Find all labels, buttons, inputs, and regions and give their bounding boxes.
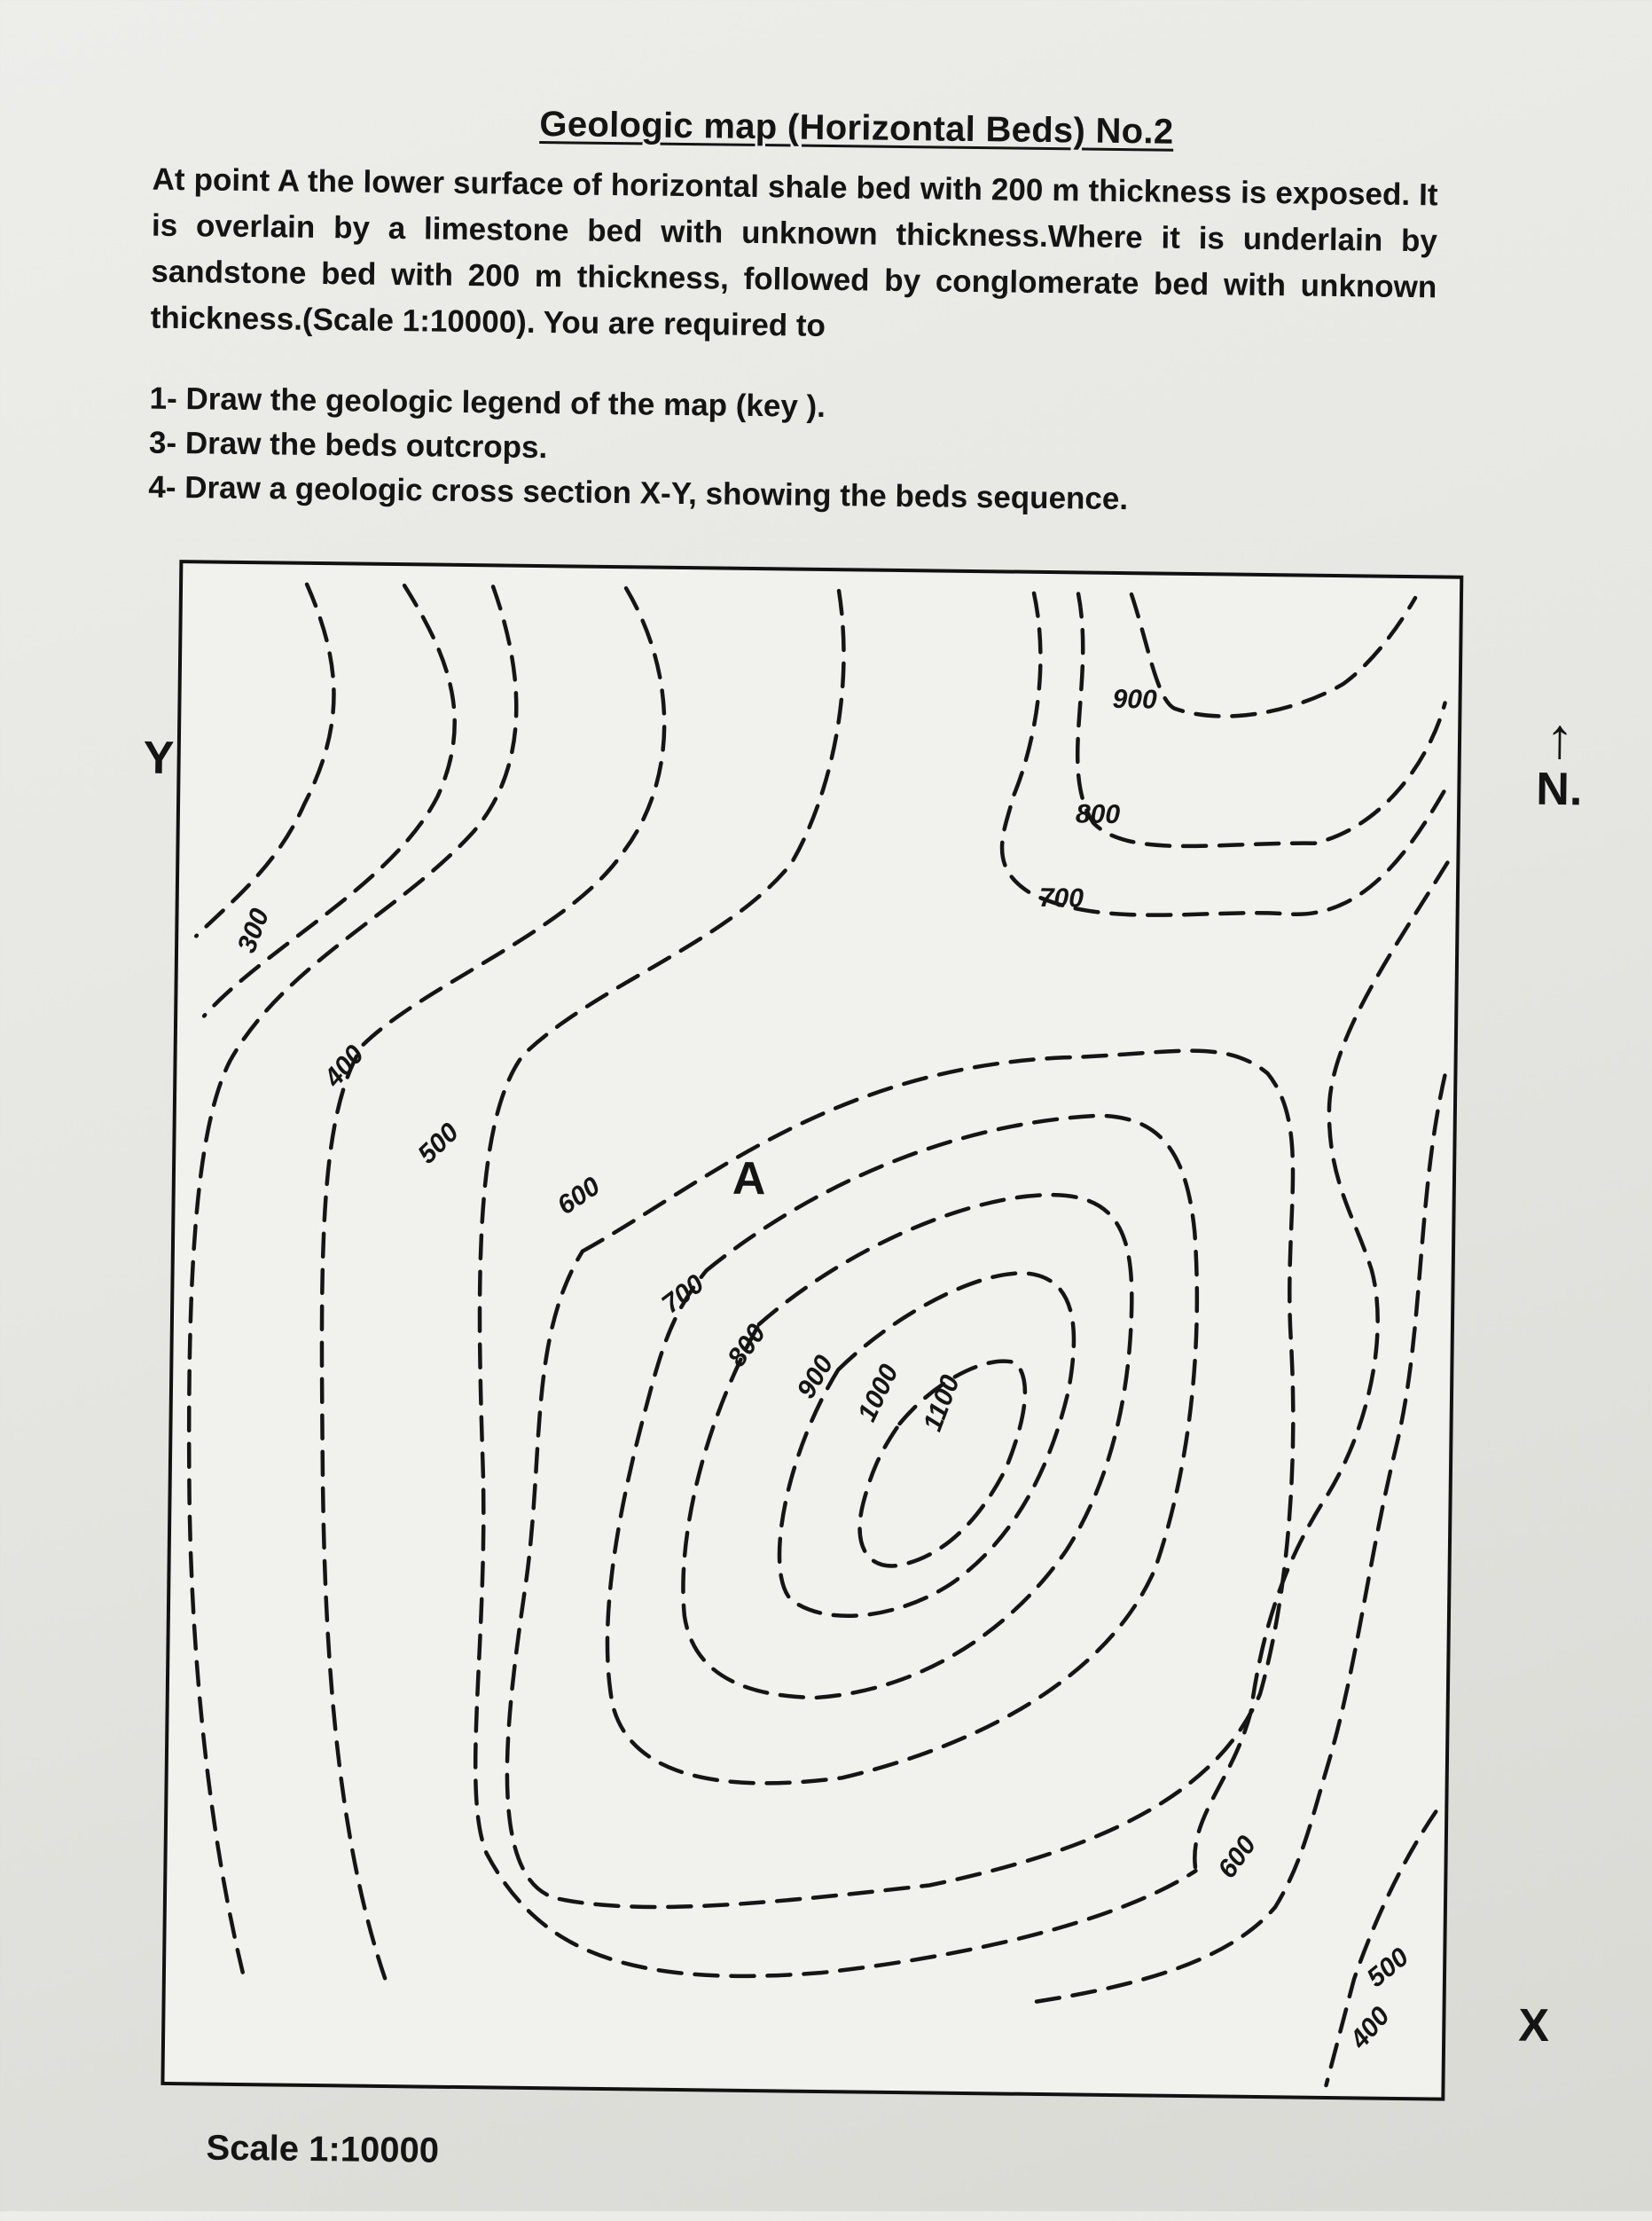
contour-label: 900 bbox=[1112, 684, 1157, 715]
task-item: 3- Draw the beds outcrops. bbox=[148, 425, 548, 466]
point-a-label: A bbox=[732, 1152, 766, 1205]
task-item: 4- Draw a geologic cross section X-Y, showing the beds sequence. bbox=[148, 469, 1129, 517]
point-y-label: Y bbox=[143, 732, 175, 785]
contour-label: 500 bbox=[1361, 1942, 1415, 1994]
contour-line-300 bbox=[196, 583, 335, 938]
contour-label: 700 bbox=[656, 1268, 710, 1320]
contour-label: 600 bbox=[552, 1171, 606, 1221]
contour-label: 400 bbox=[1344, 2001, 1396, 2055]
contour-line-700 bbox=[1001, 593, 1446, 918]
contour-label: 500 bbox=[411, 1117, 465, 1170]
contour-label: 800 bbox=[1075, 799, 1121, 830]
north-label: N. bbox=[1536, 763, 1583, 816]
contour-label: 900 bbox=[791, 1350, 840, 1404]
contour-label: 600 bbox=[1212, 1830, 1263, 1884]
page-title: Geologic map (Horizontal Beds) No.2 bbox=[539, 104, 1174, 152]
contour-line-900 bbox=[1130, 594, 1415, 718]
topographic-map bbox=[161, 560, 1463, 2101]
problem-statement: At point A the lower surface of horizontal shale bed with 200 m thickness is exposed. It is overlain by a limestone bed with unknown thickness.Where it is underlain by sandstone bed with 200 m thickness, followed by conglomerate bed with unknown thickness.(Scale 1:10000). You are required to bbox=[150, 161, 1438, 343]
contour-label: 400 bbox=[318, 1040, 371, 1093]
contour-label: 1000 bbox=[852, 1360, 904, 1426]
contour-line-900-hill bbox=[682, 1190, 1133, 1701]
contour-label: 300 bbox=[231, 905, 276, 957]
contour-label: 700 bbox=[1038, 883, 1084, 914]
contour-line-400-east bbox=[1327, 1810, 1437, 2086]
contour-map-svg bbox=[164, 563, 1460, 2097]
point-x-label: X bbox=[1517, 1999, 1550, 2052]
contour-label: 800 bbox=[722, 1319, 772, 1372]
task-list bbox=[148, 377, 1130, 522]
contour-line-1000-hill bbox=[779, 1270, 1075, 1619]
contour-line-500 bbox=[314, 585, 666, 1989]
scale-label: Scale 1:10000 bbox=[206, 2128, 440, 2170]
north-arrow bbox=[1519, 705, 1600, 817]
contour-line-600 bbox=[472, 586, 1211, 1982]
contour-label: 1100 bbox=[918, 1371, 966, 1436]
task-item: 1- Draw the geologic legend of the map (key ). bbox=[149, 381, 826, 424]
arrow-up-icon: ↑ bbox=[1545, 705, 1575, 771]
contour-line-400-west-b bbox=[182, 583, 518, 1986]
